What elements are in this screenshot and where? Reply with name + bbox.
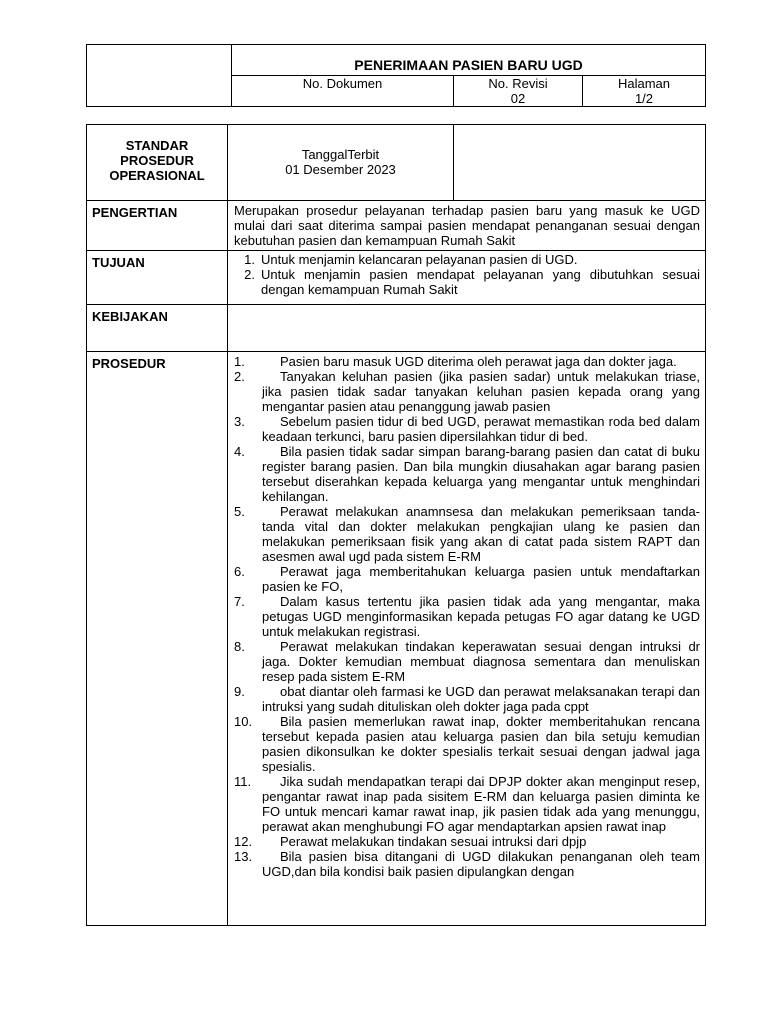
- list-number: 5.: [234, 504, 245, 519]
- halaman-value: 1/2: [634, 91, 654, 106]
- list-number: 7.: [234, 594, 245, 609]
- list-number: 9.: [234, 684, 245, 699]
- document-header-table: [86, 44, 706, 107]
- list-item: [234, 267, 700, 297]
- list-item: [234, 684, 700, 714]
- no-revisi-cell: [454, 76, 583, 107]
- list-item: [234, 714, 700, 774]
- list-item: [234, 414, 700, 444]
- list-item: [234, 369, 700, 414]
- list-text: Untuk menjamin pasien mendapat pelayanan yang dibutuhkan sesuai dengan kemampuan Rumah Sakit: [261, 267, 700, 297]
- list-number: 12.: [234, 834, 253, 849]
- tanggal-terbit-value: 01 Desember 2023: [285, 162, 396, 177]
- list-text: Pasien baru masuk UGD diterima oleh perawat jaga dan dokter jaga.: [280, 354, 677, 369]
- list-item: [234, 639, 700, 684]
- list-item: [234, 354, 700, 369]
- sop-table: [86, 124, 706, 926]
- list-number: 10.: [234, 714, 253, 729]
- no-dokumen-cell: [232, 76, 454, 107]
- list-text: Bila pasien tidak sadar simpan barang-barang pasien dan catat di buku register barang pasien. Dan bila mungkin diusahakan agar barang pasien tersebut diserahkan kepada keluarga yang mengantar untuk menghindari kehilangan.: [262, 444, 700, 504]
- list-text: Perawat jaga memberitahukan keluarga pasien untuk mendaftarkan pasien ke FO,: [262, 564, 700, 594]
- list-item: [234, 834, 700, 849]
- list-text: Perawat melakukan anamnsesa dan melakukan pemeriksaan tanda-tanda vital dan dokter melakukan pengkajian ulang ke pasien dan melakukan pemeriksaan fisik yang akan di catat pada sistem RAPT dan asesmen awal ugd pada sistem E-RM: [262, 504, 700, 564]
- list-text: Perawat melakukan tindakan keperawatan sesuai dengan intruksi dr jaga. Dokter kemudian membuat diagnosa sementara dan menuliskan resep pada sistem E-RM: [262, 639, 700, 684]
- prosedur-label: PROSEDUR: [87, 352, 228, 926]
- list-number: 1.: [234, 354, 245, 369]
- list-number: 13.: [234, 849, 253, 864]
- list-number: 3.: [234, 414, 245, 429]
- no-dokumen-label: No. Dokumen: [302, 76, 383, 91]
- no-revisi-label: No. Revisi: [488, 76, 548, 91]
- kebijakan-label: KEBIJAKAN: [87, 305, 228, 352]
- tujuan-label: TUJUAN: [87, 251, 228, 305]
- tujuan-content: [228, 251, 706, 305]
- list-text: Jika sudah mendapatkan terapi dai DPJP dokter akan menginput resep, pengantar rawat inap pada sisitem E-RM dan keluarga pasien diminta ke FO untuk mencari kamar rawat inap, jik pasien tidak ada yang menunggu, perawat akan menghubungi FO agar mendaptarkan apsien rawat inap: [262, 774, 700, 834]
- list-text: Sebelum pasien tidur di bed UGD, perawat memastikan roda bed dalam keadaan terkunci, baru pasien dipersilahkan tidur di bed.: [262, 414, 700, 444]
- list-number: 11.: [234, 774, 252, 789]
- list-number: 1.: [244, 252, 255, 267]
- list-text: Perawat melakukan tindakan sesuai intruksi dari dpjp: [280, 834, 587, 849]
- tujuan-list: [234, 252, 700, 297]
- list-text: Untuk menjamin kelancaran pelayanan pasien di UGD.: [261, 252, 578, 267]
- prosedur-content: [228, 352, 706, 926]
- sop-label-cell: [87, 125, 228, 201]
- halaman-label: Halaman: [617, 76, 671, 91]
- list-number: 4.: [234, 444, 245, 459]
- logo-cell: [87, 45, 232, 107]
- list-item: [234, 504, 700, 564]
- list-item: [234, 252, 700, 267]
- no-revisi-value: 02: [510, 91, 526, 106]
- list-number: 8.: [234, 639, 245, 654]
- document-title: PENERIMAAN PASIEN BARU UGD: [232, 45, 706, 76]
- list-number: 2.: [234, 369, 245, 384]
- sop-label-line1: STANDAR: [125, 138, 189, 153]
- prosedur-list: [234, 354, 700, 879]
- halaman-cell: [583, 76, 706, 107]
- sop-label-line2: PROSEDUR: [120, 153, 194, 168]
- tanggal-terbit-label: TanggalTerbit: [301, 147, 380, 162]
- list-item: [234, 444, 700, 504]
- list-text: Tanyakan keluhan pasien (jika pasien sadar) untuk melakukan triase, jika pasien tidak sadar tanyakan keluhan pasien kepada orang yang mengantar pasien atau penanggung jawab pasien: [262, 369, 700, 414]
- list-item: [234, 774, 700, 834]
- pengertian-label: PENGERTIAN: [87, 201, 228, 251]
- list-item: [234, 849, 700, 879]
- list-text: Dalam kasus tertentu jika pasien tidak ada yang mengantar, maka petugas UGD menginformasikan kepada petugas FO agar datang ke UGD untuk melakukan registrasi.: [262, 594, 700, 639]
- list-text: obat diantar oleh farmasi ke UGD dan perawat melaksanakan terapi dan intruksi yang sudah dituliskan oleh dokter jaga pada cppt: [262, 684, 700, 714]
- signature-cell: [454, 125, 706, 201]
- list-text: Bila pasien memerlukan rawat inap, dokter memberitahukan rencana tersebut kepada pasien atau keluarga pasien dan bila setuju kemudian pasien dikonsulkan ke dokter spesialis terkait sesuai dengan jadwal jaga spesialis.: [262, 714, 700, 774]
- list-item: [234, 564, 700, 594]
- list-item: [234, 594, 700, 639]
- list-number: 6.: [234, 564, 245, 579]
- list-text: Bila pasien bisa ditangani di UGD dilakukan penanganan oleh team UGD,dan bila kondisi baik pasien dipulangkan dengan: [262, 849, 700, 879]
- sop-label-line3: OPERASIONAL: [109, 168, 205, 183]
- pengertian-text: Merupakan prosedur pelayanan terhadap pasien baru yang masuk ke UGD mulai dari saat diterima sampai pasien mendapat penanganan sesuai dengan kebutuhan pasien dan kemampuan Rumah Sakit: [228, 201, 706, 251]
- kebijakan-content: [228, 305, 706, 352]
- tanggal-terbit-cell: [228, 125, 454, 201]
- list-number: 2.: [244, 267, 255, 282]
